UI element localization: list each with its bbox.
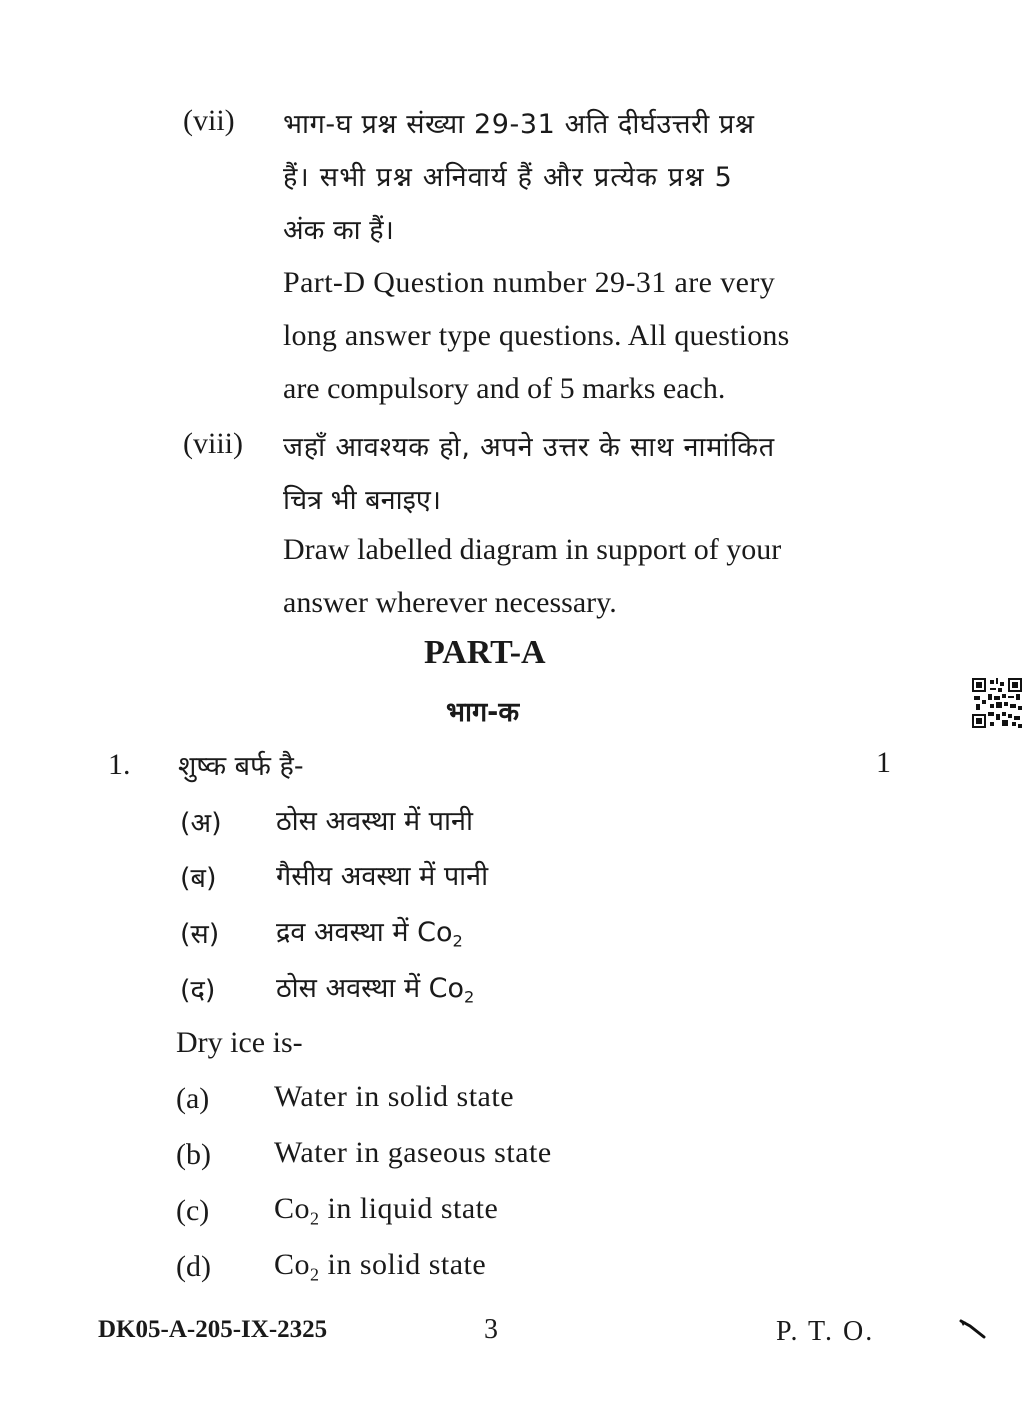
instruction-vii-marker: (vii) [183,104,235,137]
instruction-viii-english-line-2: answer wherever necessary. [283,586,617,619]
english-option-label: (a) [176,1082,210,1115]
instruction-vii-english-line-3: are compulsory and of 5 marks each. [283,372,726,405]
instruction-vii-english-line-2: long answer type questions. All questions [283,319,790,352]
part-title: PART-A [424,634,546,671]
hindi-option-text: द्रव अवस्था में $Co_2$ [276,917,463,951]
instruction-viii-hindi-line-1: जहाँ आवश्यक हो, अपने उत्तर के साथ नामांकित [283,432,775,463]
instruction-vii-hindi-line-3: अंक का हैं। [283,215,394,246]
english-option-label: (d) [176,1250,211,1283]
paper-code: DK05-A-205-IX-2325 [98,1316,328,1343]
hindi-option-text: गैसीय अवस्था में पानी [276,861,489,892]
instruction-vii-english-line-1: Part-D Question number 29-31 are very [283,266,776,299]
page-number: 3 [484,1314,498,1345]
hindi-option-text: ठोस अवस्था में पानी [276,806,473,837]
instruction-viii-hindi-line-2: चित्र भी बनाइए। [283,485,441,516]
question-hindi-stem: शुष्क बर्फ है- [178,751,304,782]
instruction-vii-hindi-line-1: भाग-घ प्रश्न संख्या 29-31 अति दीर्घउत्तरी प्रश्न [283,109,755,140]
hindi-option-text: ठोस अवस्था में $Co_2$ [276,973,475,1007]
hindi-option-label: (द) [180,975,216,1006]
qr-code-icon [972,678,1022,728]
part-hindi-title: भाग-क [446,697,520,728]
english-option-text: $Co_2$ in solid state [274,1248,487,1285]
instruction-viii-marker: (viii) [183,427,243,460]
hindi-option-label: (स) [180,919,220,950]
instruction-vii-hindi-line-2: हैं। सभी प्रश्न अनिवार्य हैं और प्रत्येक प्रश्न 5 [283,162,733,193]
english-option-text: Water in solid state [274,1080,515,1113]
english-option-label: (c) [176,1194,210,1227]
english-option-label: (b) [176,1138,211,1171]
pto-label: P. T. O. [776,1316,875,1347]
hindi-option-label: (अ) [180,808,222,839]
english-option-text: Water in gaseous state [274,1136,552,1169]
question-number: 1. [108,748,131,781]
english-option-text: $Co_2$ in liquid state [274,1192,499,1229]
question-marks: 1 [876,746,891,779]
question-english-stem: Dry ice is- [176,1026,303,1059]
hindi-option-label: (ब) [180,863,217,894]
pen-mark-icon [958,1318,988,1340]
instruction-viii-english-line-1: Draw labelled diagram in support of your [283,533,782,566]
